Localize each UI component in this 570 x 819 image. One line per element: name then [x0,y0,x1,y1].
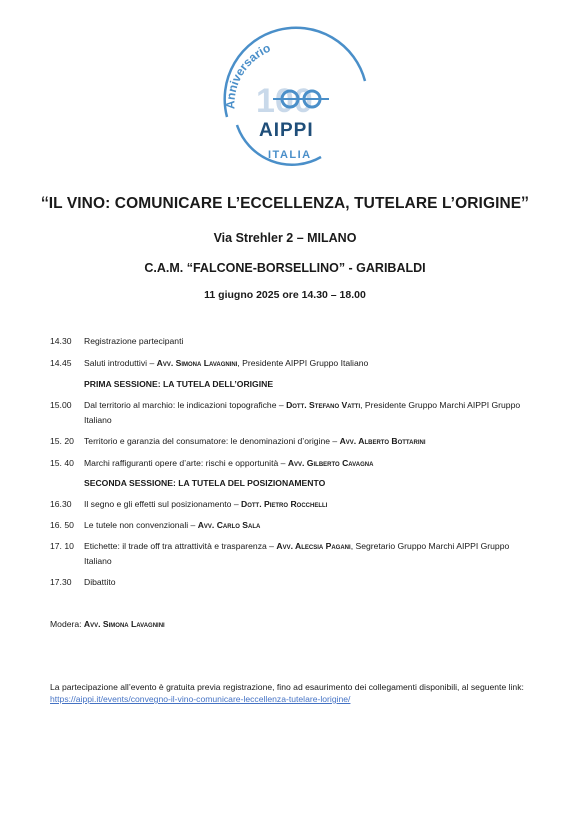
program-time: 16. 50 [50,520,74,530]
program-role: , Presidente Gruppo Marchi AIPPI Gruppo Italiano [84,400,521,425]
program-time: 15. 40 [50,458,74,468]
program-time: 14.30 [50,336,72,346]
title-open-quote: “ [41,192,49,217]
program-time: 16.30 [50,499,72,509]
aippi-anniversary-logo [205,25,370,170]
moderator-line [50,617,165,632]
program-role: , Segretario Gruppo Marchi AIPPI Gruppo Italiano [84,541,510,566]
moderator-label: Modera: [50,619,84,629]
program-text: Registrazione partecipanti [84,336,184,346]
session-heading: PRIMA SESSIONE: LA TUTELA DELL’ORIGINE [84,379,274,389]
program-speaker: Dott. Stefano Vatti [286,400,361,410]
session-heading: SECONDA SESSIONE: LA TUTELA DEL POSIZIONAMENTO [84,478,326,488]
venue-name: C.A.M. “FALCONE-BORSELLINO” - GARIBALDI [144,261,426,275]
program-role: , Presidente AIPPI Gruppo Italiano [237,358,369,368]
logo-number: 100 [256,82,313,120]
title-text: IL VINO: COMUNICARE L’ECCELLENZA, TUTELARE L’ORIGINE [48,195,522,212]
event-date: 11 giugno 2025 ore 14.30 – 18.00 [204,289,366,301]
program-text: Dal territorio al marchio: le indicazioni topografiche – [84,400,287,410]
logo-arc-text: Anniversario [223,40,273,110]
title-close-quote: ” [521,192,529,217]
program-text: Marchi raffiguranti opere d’arte: rischi e opportunità – [84,458,288,468]
logo-country: ITALIA [268,149,312,161]
program-time: 14.45 [50,358,72,368]
program-text: Dibattito [84,577,116,587]
program-time: 15.00 [50,400,72,410]
program-speaker: Avv. Alecsia Pagani [276,541,351,551]
program-text: Etichette: il trade off tra attrattività e trasparenza – [84,541,277,551]
program-speaker: Avv. Alberto Bottarini [339,436,426,446]
program-speaker: Avv. Carlo Sala [197,520,261,530]
program-time: 17. 10 [50,541,74,551]
registration-link[interactable]: https://aippi.it/events/convegno-il-vino-comunicare-leccellenza-tutelare-lorigine/ [50,694,351,704]
program-speaker: Avv. Gilberto Cavagna [287,458,374,468]
event-title [0,192,570,218]
venue-address: Via Strehler 2 – MILANO [213,231,357,245]
program-text: Il segno e gli effetti sul posizionamento – [84,499,242,509]
program-time: 15. 20 [50,436,74,446]
logo-org: AIPPI [259,120,314,141]
program-speaker: Dott. Pietro Rocchelli [241,499,328,509]
registration-text: La partecipazione all’evento è gratuita previa registrazione, fino ad esaurimento dei collegamenti disponibili, al seguente link: [50,682,524,692]
program-text: Territorio e garanzia del consumatore: le denominazioni d’origine – [84,436,340,446]
program-text: Saluti introduttivi – [84,358,157,368]
registration-note [50,681,530,705]
program-time: 17.30 [50,577,72,587]
program-text: Le tutele non convenzionali – [84,520,198,530]
moderator-name: Avv. Simona Lavagnini [83,619,165,629]
program-speaker: Avv. Simona Lavagnini [156,358,238,368]
